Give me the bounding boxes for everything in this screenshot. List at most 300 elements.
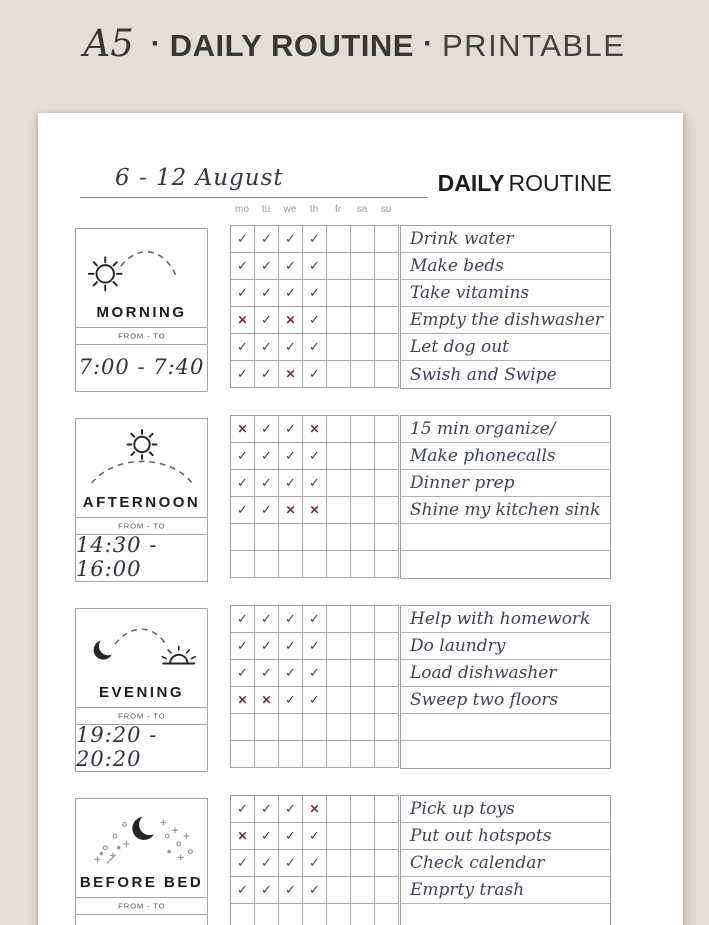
task-row[interactable] bbox=[401, 823, 610, 850]
check-cell[interactable] bbox=[279, 497, 303, 524]
task-row[interactable] bbox=[401, 850, 610, 877]
check-cell[interactable] bbox=[279, 633, 303, 660]
check-cell[interactable] bbox=[375, 497, 399, 524]
check-mark: ✓ bbox=[261, 882, 272, 897]
section-before-bed-box bbox=[75, 798, 208, 925]
check-cell[interactable] bbox=[327, 307, 351, 334]
check-mark: ✓ bbox=[261, 258, 272, 273]
check-mark: ✓ bbox=[261, 339, 272, 354]
check-cell[interactable] bbox=[255, 253, 279, 280]
check-cell[interactable] bbox=[279, 443, 303, 470]
check-mark: ✓ bbox=[309, 339, 320, 354]
check-cell[interactable] bbox=[279, 334, 303, 361]
check-cell[interactable] bbox=[375, 687, 399, 714]
check-cell[interactable] bbox=[279, 850, 303, 877]
check-cell[interactable] bbox=[375, 280, 399, 307]
day-header-th: th bbox=[309, 204, 319, 215]
task-row[interactable] bbox=[401, 660, 610, 687]
task-row[interactable] bbox=[401, 443, 610, 470]
task-text: Pick up toys bbox=[410, 799, 515, 819]
check-mark: ✓ bbox=[285, 285, 296, 300]
separator-dot: · bbox=[423, 27, 433, 60]
section-icon-area bbox=[76, 419, 207, 517]
check-mark: ✓ bbox=[285, 448, 296, 463]
check-cell[interactable] bbox=[279, 660, 303, 687]
task-text: Emprty trash bbox=[410, 880, 525, 900]
task-text: Sweep two floors bbox=[410, 690, 559, 710]
check-cell[interactable] bbox=[231, 307, 255, 334]
check-grid-before-bed bbox=[230, 795, 399, 925]
date-range-field[interactable] bbox=[80, 159, 428, 198]
check-cell[interactable] bbox=[327, 361, 351, 388]
task-row[interactable] bbox=[401, 524, 610, 551]
task-row[interactable] bbox=[401, 606, 610, 633]
check-mark: ✓ bbox=[285, 882, 296, 897]
check-mark: ✓ bbox=[261, 475, 272, 490]
check-cell[interactable] bbox=[351, 850, 375, 877]
check-cell[interactable] bbox=[327, 226, 351, 253]
check-cell[interactable] bbox=[279, 226, 303, 253]
check-cell[interactable] bbox=[303, 850, 327, 877]
check-mark: ✓ bbox=[261, 448, 272, 463]
task-text: Let dog out bbox=[410, 337, 510, 357]
check-mark: ✓ bbox=[237, 475, 248, 490]
check-cell[interactable] bbox=[375, 443, 399, 470]
check-cell[interactable] bbox=[327, 280, 351, 307]
check-cell[interactable] bbox=[375, 253, 399, 280]
check-cell[interactable] bbox=[375, 633, 399, 660]
check-cell[interactable] bbox=[303, 253, 327, 280]
check-cell[interactable] bbox=[351, 877, 375, 904]
cross-mark: ✕ bbox=[261, 693, 272, 707]
check-cell[interactable] bbox=[303, 361, 327, 388]
cross-mark: ✕ bbox=[285, 503, 296, 517]
check-cell[interactable] bbox=[279, 551, 303, 578]
cross-mark: ✕ bbox=[309, 503, 320, 517]
check-mark: ✓ bbox=[285, 801, 296, 816]
check-cell[interactable] bbox=[327, 443, 351, 470]
check-cell[interactable] bbox=[303, 470, 327, 497]
task-text: Dinner prep bbox=[410, 473, 515, 493]
check-cell[interactable] bbox=[375, 361, 399, 388]
check-cell[interactable] bbox=[327, 660, 351, 687]
check-cell[interactable] bbox=[279, 470, 303, 497]
task-text: Load dishwasher bbox=[410, 663, 557, 683]
check-cell[interactable] bbox=[255, 741, 279, 768]
check-cell[interactable] bbox=[351, 524, 375, 551]
check-cell[interactable] bbox=[303, 904, 327, 925]
check-cell[interactable] bbox=[231, 361, 255, 388]
check-cell[interactable] bbox=[303, 796, 327, 823]
day-header-sa: sa bbox=[356, 204, 368, 215]
check-mark: ✓ bbox=[285, 855, 296, 870]
cross-mark: ✕ bbox=[285, 367, 296, 381]
check-cell[interactable] bbox=[327, 497, 351, 524]
check-cell[interactable] bbox=[255, 416, 279, 443]
check-cell[interactable] bbox=[351, 714, 375, 741]
check-cell[interactable] bbox=[279, 877, 303, 904]
daily-routine-logo bbox=[438, 170, 612, 197]
section-label: EVENING bbox=[98, 684, 184, 701]
check-cell[interactable] bbox=[351, 226, 375, 253]
check-cell[interactable] bbox=[255, 551, 279, 578]
check-cell[interactable] bbox=[303, 443, 327, 470]
check-cell[interactable] bbox=[303, 226, 327, 253]
check-mark: ✓ bbox=[237, 258, 248, 273]
check-cell[interactable] bbox=[231, 796, 255, 823]
check-cell[interactable] bbox=[327, 633, 351, 660]
check-mark: ✓ bbox=[261, 665, 272, 680]
task-text: Make beds bbox=[410, 256, 504, 276]
task-text: Take vitamins bbox=[410, 283, 530, 303]
check-mark: ✓ bbox=[261, 421, 272, 436]
section-icon-area bbox=[76, 229, 207, 327]
check-cell[interactable] bbox=[255, 334, 279, 361]
check-mark: ✓ bbox=[285, 258, 296, 273]
check-cell[interactable] bbox=[303, 280, 327, 307]
check-mark: ✓ bbox=[237, 231, 248, 246]
check-cell[interactable] bbox=[351, 633, 375, 660]
check-cell[interactable] bbox=[303, 307, 327, 334]
check-cell[interactable] bbox=[231, 850, 255, 877]
check-cell[interactable] bbox=[303, 551, 327, 578]
check-cell[interactable] bbox=[327, 470, 351, 497]
check-cell[interactable] bbox=[279, 741, 303, 768]
separator-dot: · bbox=[150, 27, 161, 60]
check-cell[interactable] bbox=[255, 687, 279, 714]
check-cell[interactable] bbox=[351, 660, 375, 687]
check-cell[interactable] bbox=[279, 823, 303, 850]
check-cell[interactable] bbox=[327, 823, 351, 850]
check-cell[interactable] bbox=[375, 416, 399, 443]
check-cell[interactable] bbox=[375, 307, 399, 334]
check-cell[interactable] bbox=[255, 606, 279, 633]
check-cell[interactable] bbox=[255, 307, 279, 334]
check-cell[interactable] bbox=[303, 687, 327, 714]
task-row[interactable] bbox=[401, 796, 610, 823]
check-cell[interactable] bbox=[255, 524, 279, 551]
section-evening-box bbox=[75, 608, 208, 772]
check-mark: ✓ bbox=[237, 882, 248, 897]
check-cell[interactable] bbox=[231, 280, 255, 307]
check-cell[interactable] bbox=[327, 524, 351, 551]
day-headers-row bbox=[230, 203, 398, 217]
check-cell[interactable] bbox=[375, 606, 399, 633]
time-field[interactable] bbox=[76, 725, 207, 769]
check-cell[interactable] bbox=[351, 416, 375, 443]
check-cell[interactable] bbox=[375, 226, 399, 253]
from-to-label: FROM - TO bbox=[117, 901, 166, 911]
task-row[interactable] bbox=[401, 497, 610, 524]
check-cell[interactable] bbox=[231, 904, 255, 925]
task-text: Swish and Swipe bbox=[410, 365, 557, 385]
check-cell[interactable] bbox=[351, 334, 375, 361]
check-cell[interactable] bbox=[375, 823, 399, 850]
check-cell[interactable] bbox=[327, 850, 351, 877]
check-cell[interactable] bbox=[327, 416, 351, 443]
section-icon-area bbox=[76, 799, 207, 897]
time-field[interactable] bbox=[76, 915, 207, 925]
check-cell[interactable] bbox=[375, 660, 399, 687]
check-cell[interactable] bbox=[231, 226, 255, 253]
task-text: Drink water bbox=[410, 229, 514, 249]
check-cell[interactable] bbox=[279, 606, 303, 633]
check-cell[interactable] bbox=[303, 497, 327, 524]
check-mark: ✓ bbox=[285, 421, 296, 436]
check-cell[interactable] bbox=[231, 714, 255, 741]
check-mark: ✓ bbox=[237, 638, 248, 653]
check-mark: ✓ bbox=[309, 692, 320, 707]
check-cell[interactable] bbox=[375, 551, 399, 578]
check-cell[interactable] bbox=[351, 904, 375, 925]
check-cell[interactable] bbox=[255, 850, 279, 877]
check-cell[interactable] bbox=[255, 714, 279, 741]
check-cell[interactable] bbox=[231, 253, 255, 280]
check-cell[interactable] bbox=[351, 796, 375, 823]
check-mark: ✓ bbox=[237, 611, 248, 626]
check-cell[interactable] bbox=[231, 633, 255, 660]
task-text: 15 min organize/ bbox=[410, 419, 556, 439]
check-cell[interactable] bbox=[375, 850, 399, 877]
check-cell[interactable] bbox=[231, 416, 255, 443]
check-cell[interactable] bbox=[327, 877, 351, 904]
task-list-before-bed bbox=[400, 795, 611, 925]
check-mark: ✓ bbox=[309, 231, 320, 246]
moon-stars-icon bbox=[82, 809, 202, 869]
sun-noon-icon bbox=[82, 429, 202, 489]
check-cell[interactable] bbox=[327, 741, 351, 768]
check-cell[interactable] bbox=[303, 823, 327, 850]
from-to-strip bbox=[76, 897, 207, 915]
section-icon-area bbox=[76, 609, 207, 707]
cross-mark: ✕ bbox=[237, 829, 248, 843]
check-cell[interactable] bbox=[327, 551, 351, 578]
task-row[interactable] bbox=[401, 470, 610, 497]
check-cell[interactable] bbox=[279, 280, 303, 307]
check-mark: ✓ bbox=[261, 231, 272, 246]
check-cell[interactable] bbox=[351, 253, 375, 280]
check-cell[interactable] bbox=[255, 633, 279, 660]
day-header-we: we bbox=[283, 204, 297, 215]
check-cell[interactable] bbox=[351, 606, 375, 633]
check-mark: ✓ bbox=[237, 448, 248, 463]
check-cell[interactable] bbox=[327, 334, 351, 361]
check-cell[interactable] bbox=[327, 796, 351, 823]
check-mark: ✓ bbox=[237, 366, 248, 381]
check-cell[interactable] bbox=[375, 877, 399, 904]
check-mark: ✓ bbox=[261, 801, 272, 816]
day-header-mo: mo bbox=[235, 204, 249, 215]
check-mark: ✓ bbox=[261, 502, 272, 517]
sun-rising-icon bbox=[82, 239, 202, 299]
task-row[interactable] bbox=[401, 280, 610, 307]
check-cell[interactable] bbox=[327, 253, 351, 280]
check-mark: ✓ bbox=[285, 828, 296, 843]
check-mark: ✓ bbox=[261, 828, 272, 843]
check-cell[interactable] bbox=[231, 334, 255, 361]
from-to-label: FROM - TO bbox=[117, 521, 166, 531]
from-to-label: FROM - TO bbox=[117, 331, 166, 341]
page-title-main: DAILY ROUTINE bbox=[169, 28, 414, 63]
check-mark: ✓ bbox=[237, 665, 248, 680]
page-title-suffix: PRINTABLE bbox=[442, 28, 626, 63]
check-cell[interactable] bbox=[231, 443, 255, 470]
check-cell[interactable] bbox=[279, 904, 303, 925]
check-cell[interactable] bbox=[351, 361, 375, 388]
check-cell[interactable] bbox=[279, 416, 303, 443]
check-cell[interactable] bbox=[375, 714, 399, 741]
check-cell[interactable] bbox=[303, 877, 327, 904]
check-cell[interactable] bbox=[255, 660, 279, 687]
check-mark: ✓ bbox=[237, 855, 248, 870]
check-mark: ✓ bbox=[285, 692, 296, 707]
section-label: MORNING bbox=[96, 304, 187, 321]
time-value: 14:30 - 16:00 bbox=[76, 533, 158, 581]
cross-mark: ✕ bbox=[237, 693, 248, 707]
check-mark: ✓ bbox=[261, 611, 272, 626]
check-cell[interactable] bbox=[303, 660, 327, 687]
check-cell[interactable] bbox=[375, 741, 399, 768]
check-mark: ✓ bbox=[309, 448, 320, 463]
check-cell[interactable] bbox=[375, 334, 399, 361]
check-cell[interactable] bbox=[351, 687, 375, 714]
check-cell[interactable] bbox=[255, 904, 279, 925]
task-row[interactable] bbox=[401, 253, 610, 280]
task-row[interactable] bbox=[401, 714, 610, 741]
check-cell[interactable] bbox=[351, 497, 375, 524]
check-cell[interactable] bbox=[255, 823, 279, 850]
task-text: Shine my kitchen sink bbox=[410, 500, 601, 520]
check-cell[interactable] bbox=[279, 524, 303, 551]
check-mark: ✓ bbox=[309, 258, 320, 273]
check-mark: ✓ bbox=[309, 638, 320, 653]
check-cell[interactable] bbox=[351, 280, 375, 307]
time-value: 7:00 - 7:40 bbox=[78, 355, 205, 379]
check-cell[interactable] bbox=[255, 280, 279, 307]
page-title-format: A5 bbox=[83, 22, 134, 65]
task-row[interactable] bbox=[401, 334, 610, 361]
check-cell[interactable] bbox=[279, 796, 303, 823]
check-cell[interactable] bbox=[351, 741, 375, 768]
check-cell[interactable] bbox=[255, 796, 279, 823]
check-cell[interactable] bbox=[255, 877, 279, 904]
check-cell[interactable] bbox=[351, 443, 375, 470]
cross-mark: ✕ bbox=[237, 313, 248, 327]
check-mark: ✓ bbox=[309, 665, 320, 680]
task-row[interactable] bbox=[401, 687, 610, 714]
check-mark: ✓ bbox=[237, 285, 248, 300]
page-title bbox=[0, 22, 709, 74]
task-row[interactable] bbox=[401, 307, 610, 334]
check-cell[interactable] bbox=[303, 334, 327, 361]
task-row[interactable] bbox=[401, 361, 610, 388]
check-mark: ✓ bbox=[309, 855, 320, 870]
check-cell[interactable] bbox=[375, 904, 399, 925]
task-row[interactable] bbox=[401, 877, 610, 904]
check-grid-afternoon bbox=[230, 415, 399, 578]
check-cell[interactable] bbox=[255, 443, 279, 470]
check-cell[interactable] bbox=[327, 606, 351, 633]
check-cell[interactable] bbox=[279, 253, 303, 280]
check-cell[interactable] bbox=[303, 714, 327, 741]
task-list-afternoon bbox=[400, 415, 611, 579]
task-row[interactable] bbox=[401, 416, 610, 443]
day-header-fr: fr bbox=[334, 204, 342, 215]
section-label: BEFORE BED bbox=[79, 874, 204, 891]
cross-mark: ✕ bbox=[285, 313, 296, 327]
task-row[interactable] bbox=[401, 904, 610, 925]
cross-mark: ✕ bbox=[309, 802, 320, 816]
task-row[interactable] bbox=[401, 226, 610, 253]
check-cell[interactable] bbox=[231, 660, 255, 687]
check-cell[interactable] bbox=[231, 877, 255, 904]
check-cell[interactable] bbox=[255, 226, 279, 253]
day-header-su: su bbox=[380, 204, 392, 215]
check-cell[interactable] bbox=[279, 361, 303, 388]
check-cell[interactable] bbox=[255, 361, 279, 388]
check-cell[interactable] bbox=[231, 687, 255, 714]
task-row[interactable] bbox=[401, 741, 610, 768]
check-cell[interactable] bbox=[231, 823, 255, 850]
time-field[interactable] bbox=[76, 345, 207, 389]
check-mark: ✓ bbox=[261, 312, 272, 327]
check-cell[interactable] bbox=[351, 470, 375, 497]
check-cell[interactable] bbox=[231, 497, 255, 524]
date-range-value: 6 - 12 August bbox=[115, 165, 284, 191]
check-mark: ✓ bbox=[285, 475, 296, 490]
check-cell[interactable] bbox=[351, 551, 375, 578]
check-cell[interactable] bbox=[351, 823, 375, 850]
check-cell[interactable] bbox=[255, 497, 279, 524]
check-cell[interactable] bbox=[327, 714, 351, 741]
check-grid-evening bbox=[230, 605, 399, 768]
task-list-evening bbox=[400, 605, 611, 769]
logo-bold-text: DAILY bbox=[437, 170, 505, 196]
check-cell[interactable] bbox=[303, 741, 327, 768]
task-row[interactable] bbox=[401, 633, 610, 660]
check-mark: ✓ bbox=[309, 285, 320, 300]
check-mark: ✓ bbox=[285, 665, 296, 680]
check-cell[interactable] bbox=[279, 714, 303, 741]
check-cell[interactable] bbox=[375, 796, 399, 823]
check-cell[interactable] bbox=[303, 633, 327, 660]
check-cell[interactable] bbox=[303, 416, 327, 443]
check-mark: ✓ bbox=[261, 638, 272, 653]
check-cell[interactable] bbox=[231, 606, 255, 633]
task-row[interactable] bbox=[401, 551, 610, 578]
check-cell[interactable] bbox=[279, 687, 303, 714]
section-label: AFTERNOON bbox=[82, 494, 201, 511]
check-cell[interactable] bbox=[375, 524, 399, 551]
check-cell[interactable] bbox=[231, 470, 255, 497]
check-cell[interactable] bbox=[303, 524, 327, 551]
task-list-morning bbox=[400, 225, 611, 389]
time-field[interactable] bbox=[76, 535, 207, 579]
check-cell[interactable] bbox=[231, 741, 255, 768]
check-cell[interactable] bbox=[327, 904, 351, 925]
check-cell[interactable] bbox=[255, 470, 279, 497]
check-mark: ✓ bbox=[285, 231, 296, 246]
check-mark: ✓ bbox=[237, 339, 248, 354]
check-cell[interactable] bbox=[303, 606, 327, 633]
check-mark: ✓ bbox=[237, 801, 248, 816]
check-cell[interactable] bbox=[327, 687, 351, 714]
check-cell[interactable] bbox=[351, 307, 375, 334]
check-cell[interactable] bbox=[279, 307, 303, 334]
check-cell[interactable] bbox=[231, 524, 255, 551]
check-cell[interactable] bbox=[375, 470, 399, 497]
check-cell[interactable] bbox=[231, 551, 255, 578]
